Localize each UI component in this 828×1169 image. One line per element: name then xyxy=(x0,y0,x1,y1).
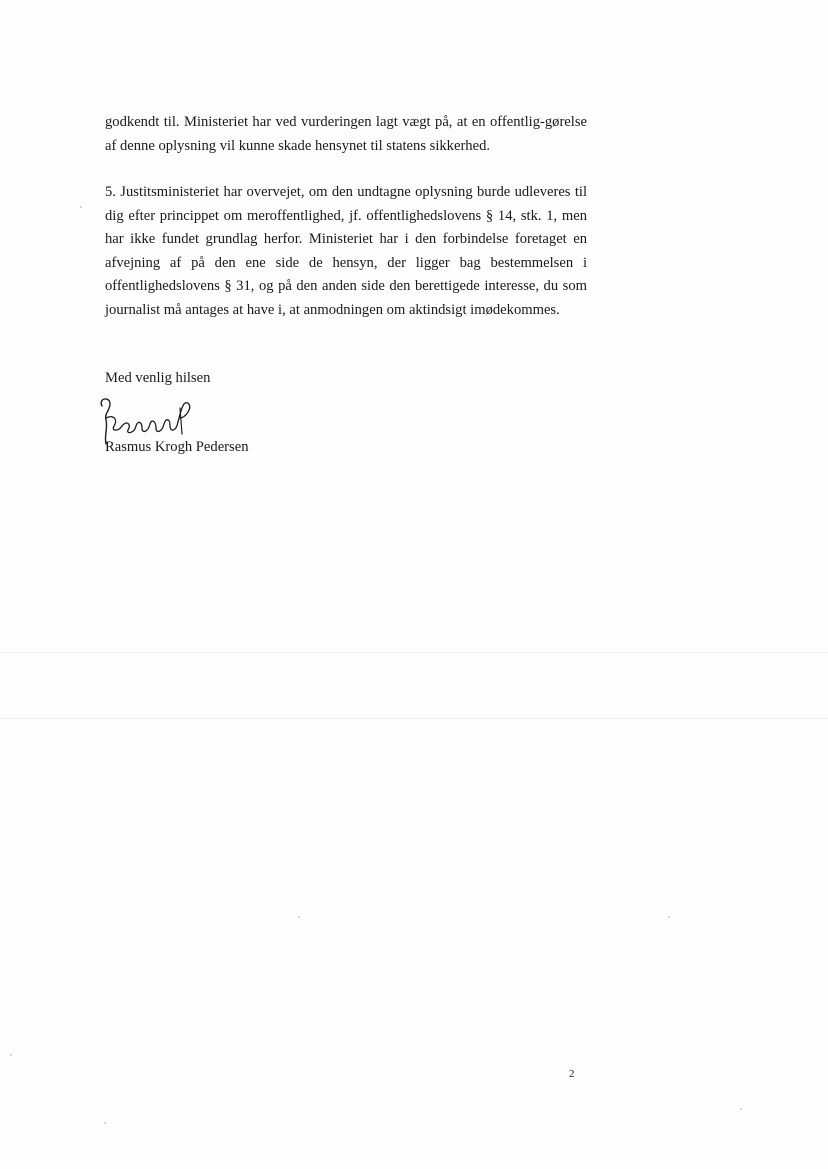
scan-artifact-line xyxy=(0,652,828,653)
scan-speck xyxy=(298,916,300,918)
scan-speck xyxy=(80,206,82,208)
paragraph-statens-sikkerhed: godkendt til. Ministeriet har ved vurderingen lagt vægt på, at en offentlig-gørelse af denne oplysning vil kunne skade hensynet til statens sikkerhed. xyxy=(105,114,587,154)
scan-speck xyxy=(740,1108,742,1110)
paragraph-meroffentlighed: 5. Justitsministeriet har overvejet, om den undtagne oplysning burde udleveres til dig efter princippet om meroffentlighed, jf. offentlighedslovens § 14, stk. 1, men har ikke fundet grundlag herfor. Ministeriet har i den forbindelse foretaget en afvejning af på den ene side de hensyn, der ligger bag bestemmelsen i offentlighedslovens § 31, og på den anden side den berettigede interesse, du som journalist må antages at have i, at anmodningen om aktindsigt imødekommes. xyxy=(105,184,587,318)
scan-speck xyxy=(668,916,670,918)
scan-speck xyxy=(104,1122,106,1124)
scan-speck xyxy=(10,1054,12,1056)
scan-artifact-line xyxy=(0,718,828,719)
page-number: 2 xyxy=(569,1068,575,1080)
closing-greeting: Med venlig hilsen xyxy=(105,370,211,386)
signer-name: Rasmus Krogh Pedersen xyxy=(105,439,249,455)
